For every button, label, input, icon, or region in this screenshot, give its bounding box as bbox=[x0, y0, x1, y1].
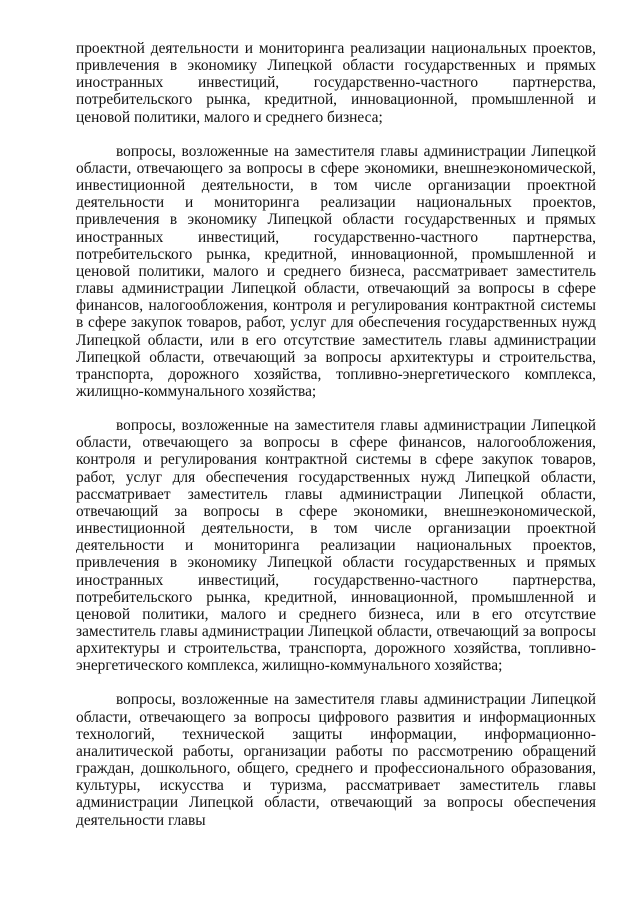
paragraph-gap bbox=[76, 674, 596, 691]
paragraph-continuation: проектной деятельности и мониторинга реализации национальных проектов, привлечения в экономику Липецкой области государственных и прямых иностранных инвестиций, государственно-частного партнерства, потребительского рынка, кредитной, инновационной, промышленной и ценовой политики, малого и среднего бизнеса; bbox=[76, 40, 596, 126]
paragraph-finance-deputy: вопросы, возложенные на заместителя главы администрации Липецкой области, отвечающего за вопросы в сфере финансов, налогообложения, контроля и регулирования контрактной системы в сфере закупок товаров, работ, услуг для обеспечения государственных нужд Липецкой области, рассматривает заместитель главы администрации Липецкой области, отвечающий за вопросы в сфере экономики, внешнеэкономической, инвестиционной деятельности, в том числе организации проектной деятельности и мониторинга реализации национальных проектов, привлечения в экономику Липецкой области государственных и прямых иностранных инвестиций, государственно-частного партнерства, потребительского рынка, кредитной, инновационной, промышленной и ценовой политики, малого и среднего бизнеса, или в его отсутствие заместитель главы администрации Липецкой области, отвечающий за вопросы архитектуры и строительства, транспорта, дорожного хозяйства, топливно-энергетического комплекса, жилищно-коммунального хозяйства; bbox=[76, 417, 596, 675]
paragraph-economy-deputy: вопросы, возложенные на заместителя главы администрации Липецкой области, отвечающего за вопросы в сфере экономики, внешнеэкономической, инвестиционной деятельности, в том числе организации проектной деятельности и мониторинга реализации национальных проектов, привлечения в экономику Липецкой области государственных и прямых иностранных инвестиций, государственно-частного партнерства, потребительского рынка, кредитной, инновационной, промышленной и ценовой политики, малого и среднего бизнеса, рассматривает заместитель главы администрации Липецкой области, отвечающий за вопросы в сфере финансов, налогообложения, контроля и регулирования контрактной системы в сфере закупок товаров, работ, услуг для обеспечения государственных нужд Липецкой области, или в его отсутствие заместитель главы администрации Липецкой области, отвечающий за вопросы архитектуры и строительства, транспорта, дорожного хозяйства, топливно-энергетического комплекса, жилищно-коммунального хозяйства; bbox=[76, 142, 596, 400]
paragraph-gap bbox=[76, 126, 596, 143]
paragraph-gap bbox=[76, 400, 596, 417]
document-page bbox=[76, 40, 596, 829]
paragraph-digital-deputy: вопросы, возложенные на заместителя главы администрации Липецкой области, отвечающего за вопросы цифрового развития и информационных технологий, технической защиты информации, информационно-аналитической работы, организации работы по рассмотрению обращений граждан, дошкольного, общего, среднего и профессионального образования, культуры, искусства и туризма, рассматривает заместитель главы администрации Липецкой области, отвечающий за вопросы обеспечения деятельности главы bbox=[76, 691, 596, 829]
